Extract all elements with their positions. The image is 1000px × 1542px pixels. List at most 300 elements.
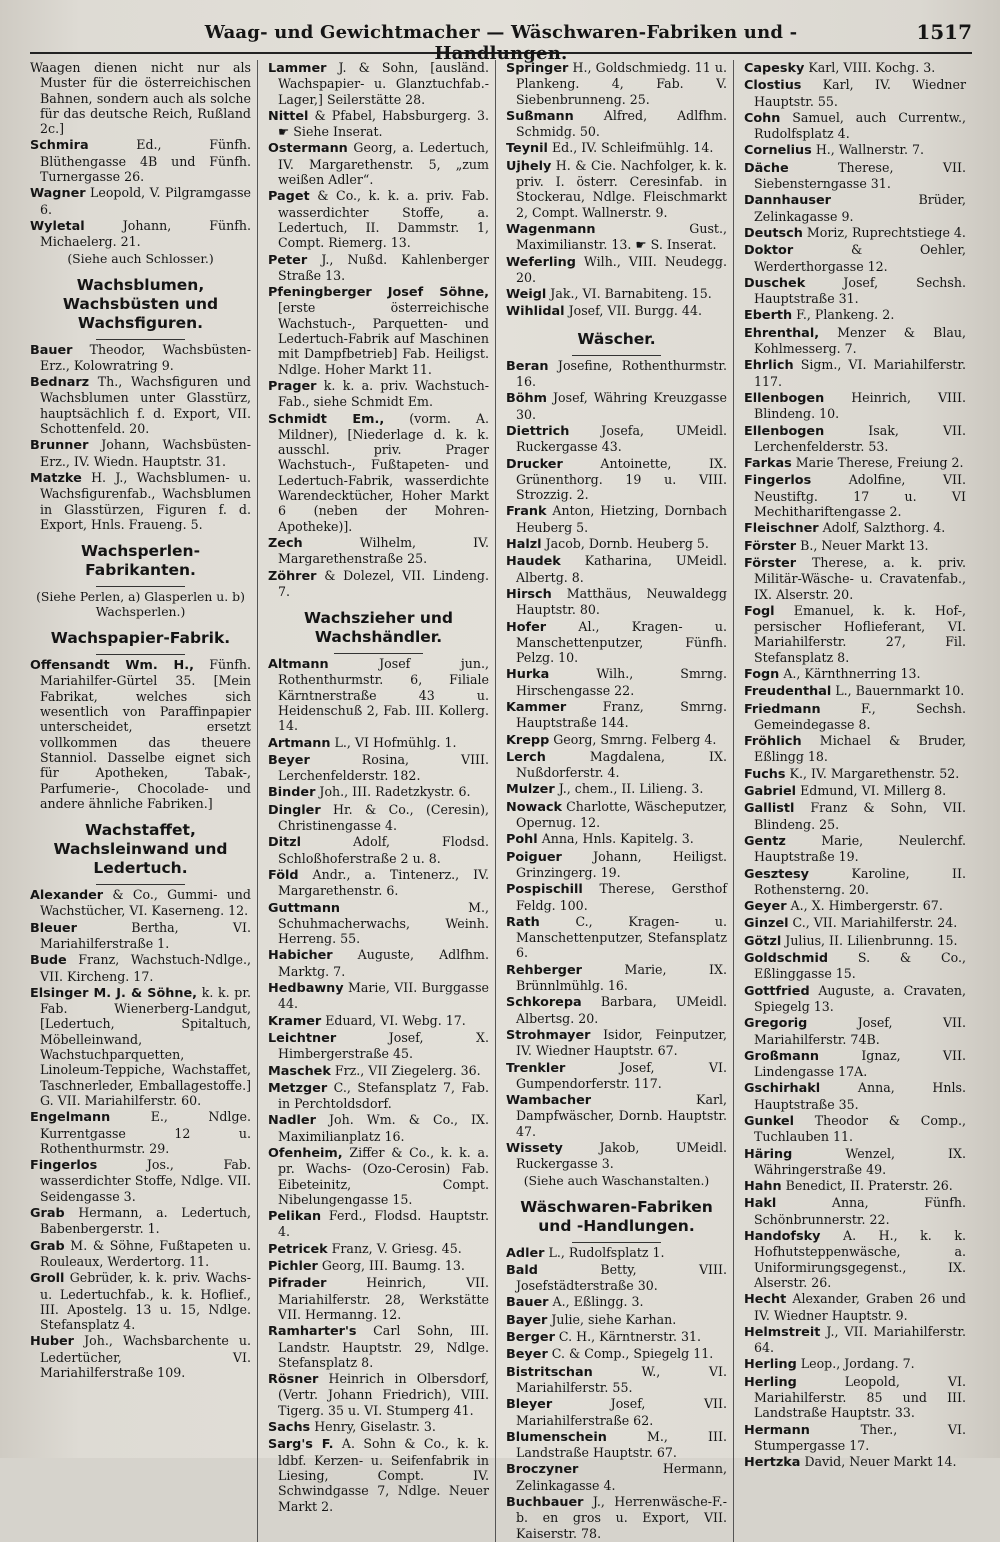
entry-details: J., VII. Mariahilferstr. 64.: [754, 1323, 966, 1356]
entry-name: Paget: [268, 189, 310, 205]
entry-name: Bednarz: [30, 375, 90, 391]
heading-rule: [96, 339, 184, 340]
section-heading: Wäscher.: [577, 329, 656, 348]
directory-entry: [268, 140, 489, 187]
entry-name: Wambacher: [506, 1093, 592, 1109]
entry-name: Ujhely: [506, 158, 552, 174]
entry-name: Bude: [30, 953, 67, 969]
entry-details: Auguste, a. Cravaten, Spiegelg 13.: [754, 982, 966, 1014]
entry-name: Doktor: [744, 243, 794, 259]
directory-entry: [744, 733, 966, 765]
entry-details: Heinrich, VIII. Blindeng. 10.: [754, 389, 966, 422]
entry-details: Leop., Jordang. 7.: [800, 1356, 915, 1372]
entry-details: Heinrich, VII. Mariahilferstr. 28, Werkstätte VII. Hermanng. 12.: [278, 1275, 489, 1322]
entry-details: Al., Kragen- u. Manschettenputzer, Fünfh. Pelzg. 10.: [516, 618, 727, 666]
entry-details: Frz., VII Ziegelerg. 36.: [334, 1062, 481, 1078]
entry-name: Adler: [506, 1245, 545, 1261]
entry-name: Fingerlos: [744, 473, 812, 489]
directory-entry: [268, 1275, 489, 1322]
directory-entry: [268, 108, 489, 140]
directory-entry: [268, 1208, 489, 1240]
entry-name: Gregorig: [744, 1016, 808, 1032]
entry-name: Kammer: [506, 699, 567, 715]
entry-details: Brüder, Zelinkagasse 9.: [754, 192, 966, 224]
entry-details: Anna, Hnls. Hauptstraße 35.: [754, 1080, 966, 1112]
directory-entry: [744, 357, 966, 389]
entry-details: W., VI. Mariahilferstr. 55.: [516, 1363, 727, 1395]
entry-name: Hurka: [506, 667, 550, 683]
directory-entry: [744, 983, 966, 1015]
directory-entry: [506, 1396, 727, 1428]
entry-name: Förster: [744, 538, 797, 554]
section-heading: Wachspapier-Fabrik.: [50, 629, 231, 648]
directory-entry: [268, 802, 489, 834]
entry-name: Gentz: [744, 833, 786, 849]
entry-details: Jak., VI. Barnabiteng. 15.: [550, 286, 712, 302]
entry-name: Halzl: [506, 537, 542, 553]
entry-name: Friedmann: [744, 701, 821, 717]
directory-entry: [744, 766, 966, 782]
entry-name: Berger: [506, 1330, 555, 1346]
directory-entry: [744, 915, 966, 931]
entry-details: Wilh., VIII. Neudegg. 20.: [516, 253, 727, 285]
entry-name: Ellenbogen: [744, 390, 825, 406]
directory-entry: [268, 1436, 489, 1513]
directory-entry: [744, 192, 966, 224]
directory-entry: [30, 887, 251, 919]
entry-name: Artmann: [268, 735, 331, 751]
directory-entry: [268, 1419, 489, 1435]
directory-entry: [744, 160, 966, 192]
entry-name: Nowack: [506, 799, 563, 815]
entry-details: H. & Cie. Nachfolger, k. k. priv. I. österr. Ceresinfab. in Stockerau, Ndlge. Fleischmarkt 2, Compt. Wallnerstr. 9.: [516, 157, 727, 220]
entry-name: Großmann: [744, 1048, 820, 1064]
entry-name: Rösner: [268, 1372, 319, 1388]
entry-details: Josef, VII. Mariahilferstraße 62.: [516, 1396, 727, 1428]
entry-details: k. k. a. priv. Wachstuch-Fab., siehe Schmidt Em.: [278, 377, 489, 410]
entry-details: Johann, Heiligst. Grinzingerg. 19.: [516, 848, 727, 880]
entry-details: Josef, VII. Burgg. 44.: [568, 303, 702, 319]
entry-name: Poiguer: [506, 849, 562, 865]
entry-name: Schmira: [30, 138, 89, 154]
entry-name: Weigl: [506, 287, 547, 303]
entry-details: Ignaz, VII. Lindengasse 17A.: [754, 1047, 966, 1080]
entry-details: Karl, Dampfwäscher, Dornb. Hauptstr. 47.: [516, 1092, 727, 1139]
directory-entry: [268, 656, 489, 733]
entry-details: Franz, Smrng. Hauptstraße 144.: [516, 698, 727, 731]
entry-details: E., Ndlge. Kurrentgasse 12 u. Rothenthurmstr. 29.: [40, 1109, 251, 1156]
directory-entry: [744, 1015, 966, 1047]
directory-entry: [506, 456, 727, 503]
directory-entry: [30, 185, 251, 217]
directory-entry: [744, 455, 966, 471]
entry-name: Frank: [506, 504, 547, 520]
entry-details: Ther., VI. Stumpergasse 17.: [754, 1421, 966, 1453]
entry-details: Marie, IX. Brünnlmühlg. 16.: [516, 961, 727, 994]
entry-details: & Co., Gummi- und Wachstücher, VI. Kaserneng. 12.: [40, 887, 251, 919]
entry-details: A., Eßlingg. 3.: [552, 1294, 644, 1310]
directory-entry: [506, 536, 727, 552]
entry-name: Herling: [744, 1374, 797, 1390]
directory-entry: [506, 962, 727, 994]
entry-details: Joh., Wachsbarchente u. Ledertücher, VI. Mariahilferstraße 109.: [40, 1333, 251, 1380]
entry-details: & Co., k. k. a. priv. Fab. wasserdichter Stoffe, a. Ledertuch, II. Dammstr. 1, Compt. Riemerg. 13.: [278, 188, 490, 251]
directory-entry: [744, 783, 966, 799]
entry-details: C. & Comp., Spiegelg 11.: [551, 1346, 714, 1362]
entry-name: Wissety: [506, 1141, 563, 1156]
entry-name: Springer: [506, 61, 569, 76]
entry-details: Marie, Neulerchf. Hauptstraße 19.: [754, 832, 966, 865]
directory-entry: [506, 749, 727, 781]
directory-entry: [506, 1027, 727, 1059]
directory-entry: [268, 900, 489, 947]
directory-entry: [506, 254, 727, 286]
entry-details: F., Plankeng. 2.: [796, 307, 895, 323]
entry-name: Rehberger: [506, 962, 582, 978]
entry-details: Jacob, Dornb. Heuberg 5.: [545, 536, 709, 552]
directory-entry: [506, 503, 727, 535]
heading-rule: [334, 653, 422, 654]
directory-entry: [506, 60, 727, 107]
directory-entry: [30, 374, 251, 436]
entry-details: Anna, Fünfh. Schönbrunnerstr. 22.: [754, 1195, 966, 1227]
directory-entry: [506, 390, 727, 422]
entry-name: Gottfried: [744, 983, 810, 999]
directory-entry: [744, 520, 966, 536]
heading-rule: [96, 586, 184, 587]
directory-entry: [506, 1329, 727, 1345]
entry-details: Therese, a. k. priv. Militär-Wäsche- u. Cravatenfab., IX. Alserstr. 20.: [754, 554, 966, 602]
entry-details: Josefa, UMeidl. Ruckergasse 43.: [516, 422, 727, 455]
entry-name: Handofsky: [744, 1229, 821, 1245]
entry-name: Fingerlos: [30, 1158, 98, 1174]
entry-details: A., X. Himbergerstr. 67.: [790, 898, 943, 914]
directory-entry: [30, 920, 251, 952]
entry-name: Farkas: [744, 456, 792, 472]
directory-entry: [30, 1333, 251, 1380]
directory-entry: [744, 603, 966, 665]
entry-details: Adolf, Salzthorg. 4.: [822, 520, 946, 536]
entry-name: Ostermann: [268, 141, 348, 157]
entry-name: Broczyner: [506, 1462, 579, 1478]
directory-entry: [506, 699, 727, 731]
entry-details: Hermann, Zelinkagasse 4.: [516, 1461, 727, 1493]
directory-entry: [30, 1157, 251, 1204]
entry-name: Pichler: [268, 1259, 318, 1275]
entry-details: Michael & Bruder, Eßlingg 18.: [754, 733, 966, 765]
entry-details: Joh. Wm. & Co., IX. Maximilianplatz 16.: [278, 1112, 489, 1144]
directory-entry: [268, 568, 489, 600]
entry-details: Karl, IV. Wiedner Hauptstr. 55.: [754, 77, 966, 109]
entry-details: Ed., Fünfh. Blüthengasse 4B und Fünfh. Turnergasse 26.: [40, 137, 251, 185]
entry-name: Fogn: [744, 666, 780, 682]
entry-name: Krepp: [506, 732, 550, 748]
entry-name: Guttmann: [268, 900, 341, 916]
entry-name: Nittel: [268, 108, 309, 124]
entry-details: Moriz, Ruprechtstiege 4.: [806, 224, 966, 240]
directory-entry: [744, 1113, 966, 1145]
entry-name: Schmidt Em.,: [268, 411, 385, 427]
directory-entry: [506, 1429, 727, 1461]
directory-entry: [744, 1291, 966, 1323]
entry-details: K., IV. Margarethenstr. 52.: [789, 765, 960, 781]
entry-name: Bauer: [30, 342, 73, 358]
entry-details: J., chem., II. Lilieng. 3.: [558, 781, 704, 797]
entry-name: Herling: [744, 1357, 797, 1373]
directory-entry: [268, 1371, 489, 1418]
entry-details: Therese, Gersthof Feldg. 100.: [516, 881, 727, 913]
entry-details: M. & Söhne, Fußtapeten u. Rouleaux, Werdertorg. 11.: [40, 1237, 252, 1269]
entry-details: Hermann, a. Ledertuch, Babenbergerstr. 1.: [40, 1205, 251, 1237]
entry-name: Bleyer: [506, 1397, 553, 1413]
directory-entry: [506, 221, 727, 253]
entry-name: Deutsch: [744, 225, 803, 241]
entry-details: Julie, siehe Karhan.: [551, 1311, 677, 1327]
entry-details: A., Kärnthnerring 13.: [783, 665, 921, 681]
directory-entry: [506, 799, 727, 831]
entry-details: Marie Therese, Freiung 2.: [795, 455, 964, 471]
entry-name: Zöhrer: [268, 568, 317, 584]
entry-name: Alexander: [30, 888, 104, 904]
directory-entry: [268, 784, 489, 800]
entry-name: Matzke: [30, 470, 82, 486]
entry-name: Pfeningberger Josef Söhne,: [268, 285, 489, 301]
directory-entry: [744, 142, 966, 158]
section-heading: Wachsperlen-Fabrikanten.: [81, 542, 200, 580]
directory-entry: [268, 834, 489, 866]
directory-entry: [744, 538, 966, 554]
entry-details: Carl Sohn, III. Landstr. Hauptstr. 29, Ndlge. Stefansplatz 8.: [278, 1323, 489, 1370]
entry-details: Waagen dienen nicht nur als Muster für die österreichischen Bahnen, sondern auch als solche für das deutsche Reich, Rußland 2c.]: [30, 60, 251, 137]
directory-entry: [744, 683, 966, 699]
entry-details: Theodor & Comp., Tuchlauben 11.: [754, 1113, 966, 1145]
entry-details: L., VI Hofmühlg. 1.: [334, 734, 457, 750]
entry-details: B., Neuer Markt 13.: [800, 537, 929, 553]
entry-name: Freudenthal: [744, 684, 832, 700]
entry-name: Hofer: [506, 619, 547, 635]
entry-details: Benedict, II. Praterstr. 26.: [785, 1178, 953, 1194]
entry-name: Helmstreit: [744, 1324, 821, 1340]
entry-name: Ginzel: [744, 916, 789, 932]
directory-entry: [30, 1238, 251, 1270]
directory-entry: [744, 225, 966, 241]
directory-entry: [744, 472, 966, 519]
entry-details: Magdalena, IX. Nußdorferstr. 4.: [516, 748, 727, 781]
directory-entry: [268, 947, 489, 979]
directory-entry: [268, 1030, 489, 1062]
directory-entry: [268, 535, 489, 567]
directory-entry: [30, 952, 251, 984]
directory-entry: [506, 423, 727, 455]
directory-entry: [268, 1013, 489, 1029]
entry-details: Isak, VII. Lerchenfelderstr. 53.: [754, 422, 966, 454]
heading-rule: [572, 355, 660, 356]
directory-entry: [30, 1205, 251, 1237]
entry-name: Pifrader: [268, 1276, 327, 1292]
directory-entry: [744, 77, 966, 109]
directory-entry: [506, 1364, 727, 1396]
entry-name: Bleuer: [30, 920, 77, 936]
entry-name: Habicher: [268, 948, 333, 964]
directory-entry: [744, 1374, 966, 1421]
directory-entry: [506, 158, 727, 220]
entry-name: Buchbauer: [506, 1495, 584, 1511]
entry-details: M., III. Landstraße Hauptstr. 67.: [516, 1428, 727, 1461]
directory-entry: [744, 242, 966, 274]
entry-name: Weferling: [506, 254, 576, 270]
entry-name: Götzl: [744, 933, 782, 949]
entry-name: Beyer: [268, 752, 310, 768]
directory-entry: [506, 303, 727, 319]
entry-name: Offensandt Wm. H.,: [30, 658, 194, 674]
entry-details: Eduard, VI. Webg. 17.: [325, 1012, 466, 1028]
entry-details: F., Sechsh. Gemeindegasse 8.: [754, 700, 966, 732]
directory-entry: [30, 218, 251, 250]
directory-entry: [744, 833, 966, 865]
entry-name: Hermann: [744, 1422, 810, 1438]
entry-details: Josef, VII. Mariahilferstr. 74B.: [754, 1015, 966, 1047]
directory-entry: [506, 1262, 727, 1294]
entry-name: Eberth: [744, 308, 793, 324]
directory-entry: [268, 1112, 489, 1144]
entry-name: Zech: [268, 535, 303, 551]
directory-entry: [744, 666, 966, 682]
entry-name: Altmann: [268, 657, 329, 673]
entry-details: C., Kragen- u. Manschettenputzer, Stefansplatz 6.: [516, 913, 727, 961]
directory-entry: [30, 342, 251, 374]
directory-entry: [744, 307, 966, 323]
directory-entry: [268, 1241, 489, 1257]
directory-entry: [506, 1060, 727, 1092]
directory-entry: [506, 849, 727, 881]
entry-details: Therese, VII. Siebensterngasse 31.: [754, 159, 966, 192]
entry-details: Ferd., Flodsd. Hauptstr. 4.: [278, 1208, 489, 1240]
directory-entry: [506, 553, 727, 585]
directory-entry: [744, 898, 966, 914]
entry-name: Hedbawny: [268, 981, 344, 997]
entry-details: & Dolezel, VII. Lindeng. 7.: [278, 567, 489, 599]
entry-name: Wyletal: [30, 218, 85, 234]
entry-details: Rosina, VIII. Lerchenfelderstr. 182.: [278, 751, 489, 784]
entry-name: Pohl: [506, 832, 538, 848]
entry-name: Wagner: [30, 186, 86, 202]
directory-entry: [744, 423, 966, 455]
directory-entry: [268, 1145, 489, 1207]
entry-details: Katharina, UMeidl. Albertg. 8.: [516, 553, 727, 585]
entry-name: Maschek: [268, 1063, 331, 1079]
directory-entry: [744, 1146, 966, 1178]
entry-details: Georg, Smrng. Felberg 4.: [553, 731, 717, 747]
entry-details: Jakob, UMeidl. Ruckergasse 3.: [516, 1140, 727, 1172]
entry-name: Elsinger M. J. & Söhne,: [30, 985, 198, 1001]
entry-details: Charlotte, Wäscheputzer, Opernug. 12.: [516, 798, 727, 831]
entry-name: Clostius: [744, 78, 802, 94]
entry-details: Georg, III. Baumg. 13.: [321, 1258, 465, 1274]
entry-name: Grab: [30, 1206, 65, 1222]
entry-name: Däche: [744, 160, 789, 176]
directory-entry: [744, 1228, 966, 1290]
directory-entry: [744, 933, 966, 949]
heading-rule: [96, 884, 184, 885]
entry-details: J. & Sohn, [ausländ. Wachspapier- u. Glanztuchfab.-Lager,] Seilerstätte 28.: [278, 60, 489, 107]
directory-entry: [506, 831, 727, 847]
entry-details: Anton, Hietzing, Dornbach Heuberg 5.: [516, 503, 727, 535]
entry-details: J., Herrenwäsche-F.-b. en gros u. Export, VII. Kaiserstr. 78.: [516, 1494, 727, 1541]
directory-entry: [744, 800, 966, 832]
entry-details: Matthäus, Neuwaldegg Hauptstr. 80.: [516, 585, 727, 618]
entry-name: Hakl: [744, 1196, 777, 1212]
entry-name: Engelmann: [30, 1110, 111, 1126]
entry-name: Cohn: [744, 110, 781, 126]
entry-details: Betty, VIII. Josefstädterstraße 30.: [516, 1261, 727, 1294]
entry-name: Pelikan: [268, 1209, 322, 1225]
entry-name: Wihlidal: [506, 304, 565, 320]
entry-details: Josefine, Rothenthurmstr. 16.: [516, 357, 727, 390]
entry-details: Adolf, Flodsd. Schloßhoferstraße 2 u. 8.: [278, 834, 489, 866]
directory-entry: [506, 108, 727, 140]
entry-details: Josef, X. Himbergerstraße 45.: [278, 1029, 489, 1062]
entry-name: Bayer: [506, 1312, 548, 1328]
directory-entry: [268, 980, 489, 1012]
entry-details: k. k. pr. Fab. Wienerberg-Landgut, [Ledertuch, Spitaltuch, Möbelleinwand, Wachstuchparquetten, Linoleum-Teppiche, Wachstaffet, Taschnerleder, Emballagestoffe.] G. VII. Mariahilferstr. 60.: [40, 984, 251, 1108]
entry-details: Franz & Sohn, VII. Blindeng. 25.: [754, 800, 966, 832]
entry-name: Ehrenthal,: [744, 325, 820, 341]
entry-details: Marie, VII. Burggasse 44.: [278, 980, 489, 1012]
entry-name: Metzger: [268, 1080, 328, 1096]
entry-name: Prager: [268, 378, 317, 394]
column-1: [30, 60, 258, 1542]
directory-entry: [30, 1109, 251, 1156]
entry-details: H., Wallnerstr. 7.: [815, 142, 924, 158]
entry-name: Gabriel: [744, 784, 797, 800]
entry-details: Hr. & Co., (Ceresin), Christinengasse 4.: [278, 801, 489, 834]
entry-details: Leopold, V. Pilgramgasse 6.: [40, 185, 251, 217]
entry-details: C. H., Kärntnerstr. 31.: [558, 1329, 701, 1345]
entry-details: Antoinette, IX. Grünenthorg. 19 u. VIII. Strozzig. 2.: [516, 455, 727, 503]
entry-name: Strohmayer: [506, 1027, 591, 1043]
entry-details: H., Goldschmiedg. 11 u. Plankeng. 4, Fab. V. Siebenbrunneng. 25.: [516, 60, 727, 107]
directory-entry: [744, 1454, 966, 1470]
entry-name: Petricek: [268, 1241, 328, 1257]
entry-details: Andr., a. Tintenerz., IV. Margarethenstr. 6.: [278, 866, 489, 899]
entry-name: Beyer: [506, 1347, 548, 1363]
entry-details: C., VII. Mariahilferstr. 24.: [792, 915, 958, 931]
entry-name: Ehrlich: [744, 358, 794, 374]
entry-details: Josef, Sechsh. Hauptstraße 31.: [754, 274, 966, 307]
directory-entry: [30, 657, 251, 811]
directory-entry: [30, 470, 251, 532]
directory-entry: [506, 286, 727, 302]
entry-name: Leichtner: [268, 1030, 337, 1046]
directory-entry: [268, 867, 489, 899]
entry-details: Samuel, auch Currentw., Rudolfsplatz 4.: [754, 109, 966, 142]
page-header: [30, 18, 972, 64]
entry-name: Huber: [30, 1334, 74, 1350]
entry-name: Mulzer: [506, 782, 555, 798]
entry-name: Fuchs: [744, 766, 786, 782]
directory-entry: [744, 1048, 966, 1080]
entry-name: Capesky: [744, 61, 805, 76]
running-title: Waag- und Gewichtmacher — Wäschwaren-Fabriken und -Handlungen.: [204, 22, 798, 64]
entry-name: Brunner: [30, 438, 89, 454]
entry-name: Hertzka: [744, 1455, 801, 1471]
entry-name: Geyer: [744, 899, 787, 915]
entry-details: Auguste, Adlfhm. Marktg. 7.: [278, 947, 489, 979]
entry-name: Gesztesy: [744, 866, 810, 882]
entry-name: Förster: [744, 555, 797, 571]
heading-rule: [572, 1242, 660, 1243]
directory-entry: [268, 252, 489, 284]
